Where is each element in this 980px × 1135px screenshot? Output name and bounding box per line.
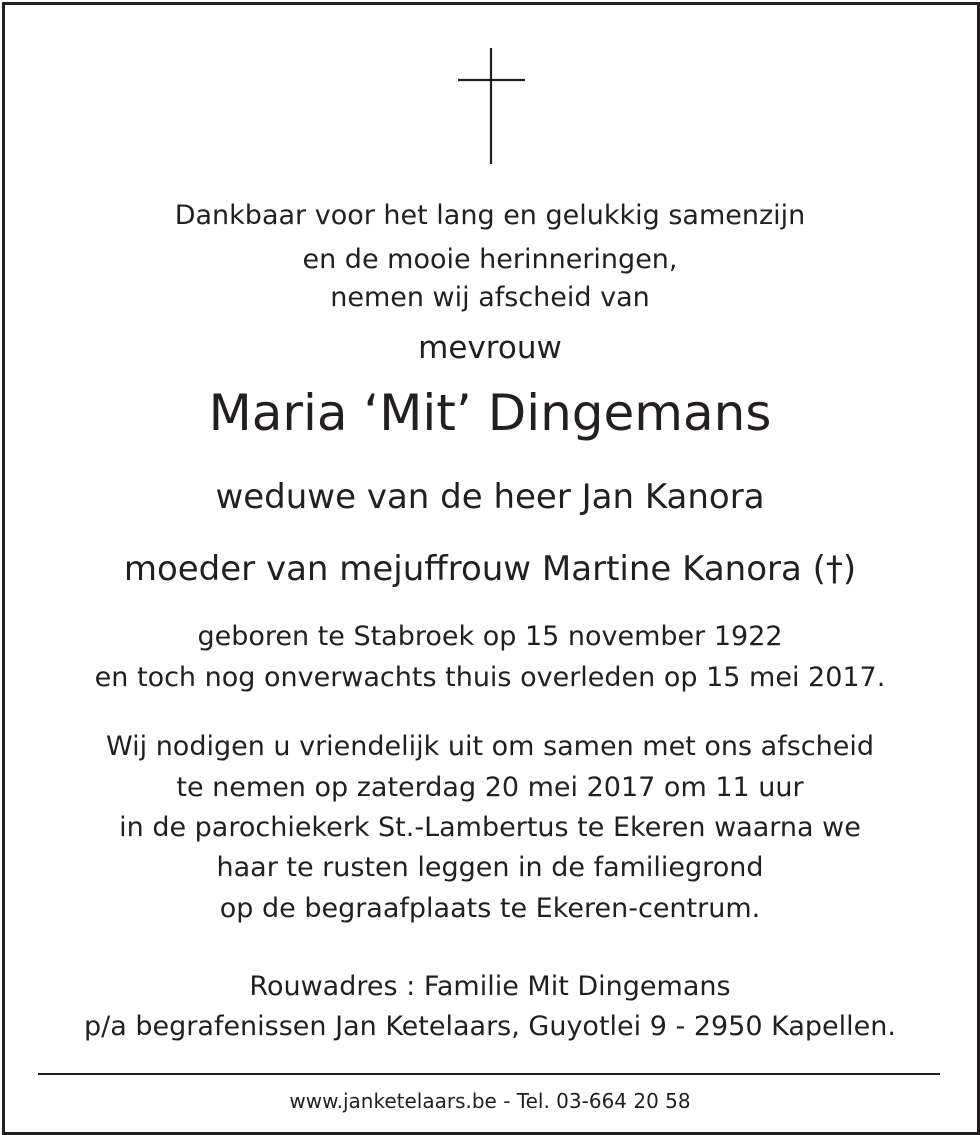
- honorific: mevrouw: [418, 330, 562, 366]
- birth-line: geboren te Stabroek op 15 november 1922: [197, 621, 783, 652]
- address-line-1: Rouwadres : Familie Mit Dingemans: [249, 971, 731, 1002]
- invitation-line-4: haar te rusten leggen in de familiegrond: [216, 852, 764, 883]
- invitation-line-3: in de parochiekerk St.-Lambertus te Ekeren waarna we: [119, 812, 861, 843]
- intro-line-2: en de mooie herinneringen,: [302, 244, 678, 275]
- relation-widow: weduwe van de heer Jan Kanora: [215, 477, 765, 517]
- relation-mother: moeder van mejuffrouw Martine Kanora (†): [123, 549, 857, 589]
- footer-contact: www.janketelaars.be - Tel. 03-664 20 58: [289, 1089, 691, 1113]
- deceased-name: Maria ‘Mit’ Dingemans: [208, 384, 772, 442]
- death-line: en toch nog onverwachts thuis overleden op 15 mei 2017.: [94, 662, 886, 693]
- invitation-line-1: Wij nodigen u vriendelijk uit om samen met ons afscheid: [106, 731, 874, 762]
- invitation-line-5: op de begraafplaats te Ekeren-centrum.: [219, 893, 761, 924]
- footer-divider: [38, 1073, 940, 1075]
- invitation-line-2: te nemen op zaterdag 20 mei 2017 om 11 uur: [176, 772, 804, 803]
- intro-line-3: nemen wij afscheid van: [330, 282, 650, 313]
- intro-line-1: Dankbaar voor het lang en gelukkig samenzijn: [174, 200, 806, 231]
- address-line-2: p/a begrafenissen Jan Ketelaars, Guyotlei 9 - 2950 Kapellen.: [84, 1011, 896, 1042]
